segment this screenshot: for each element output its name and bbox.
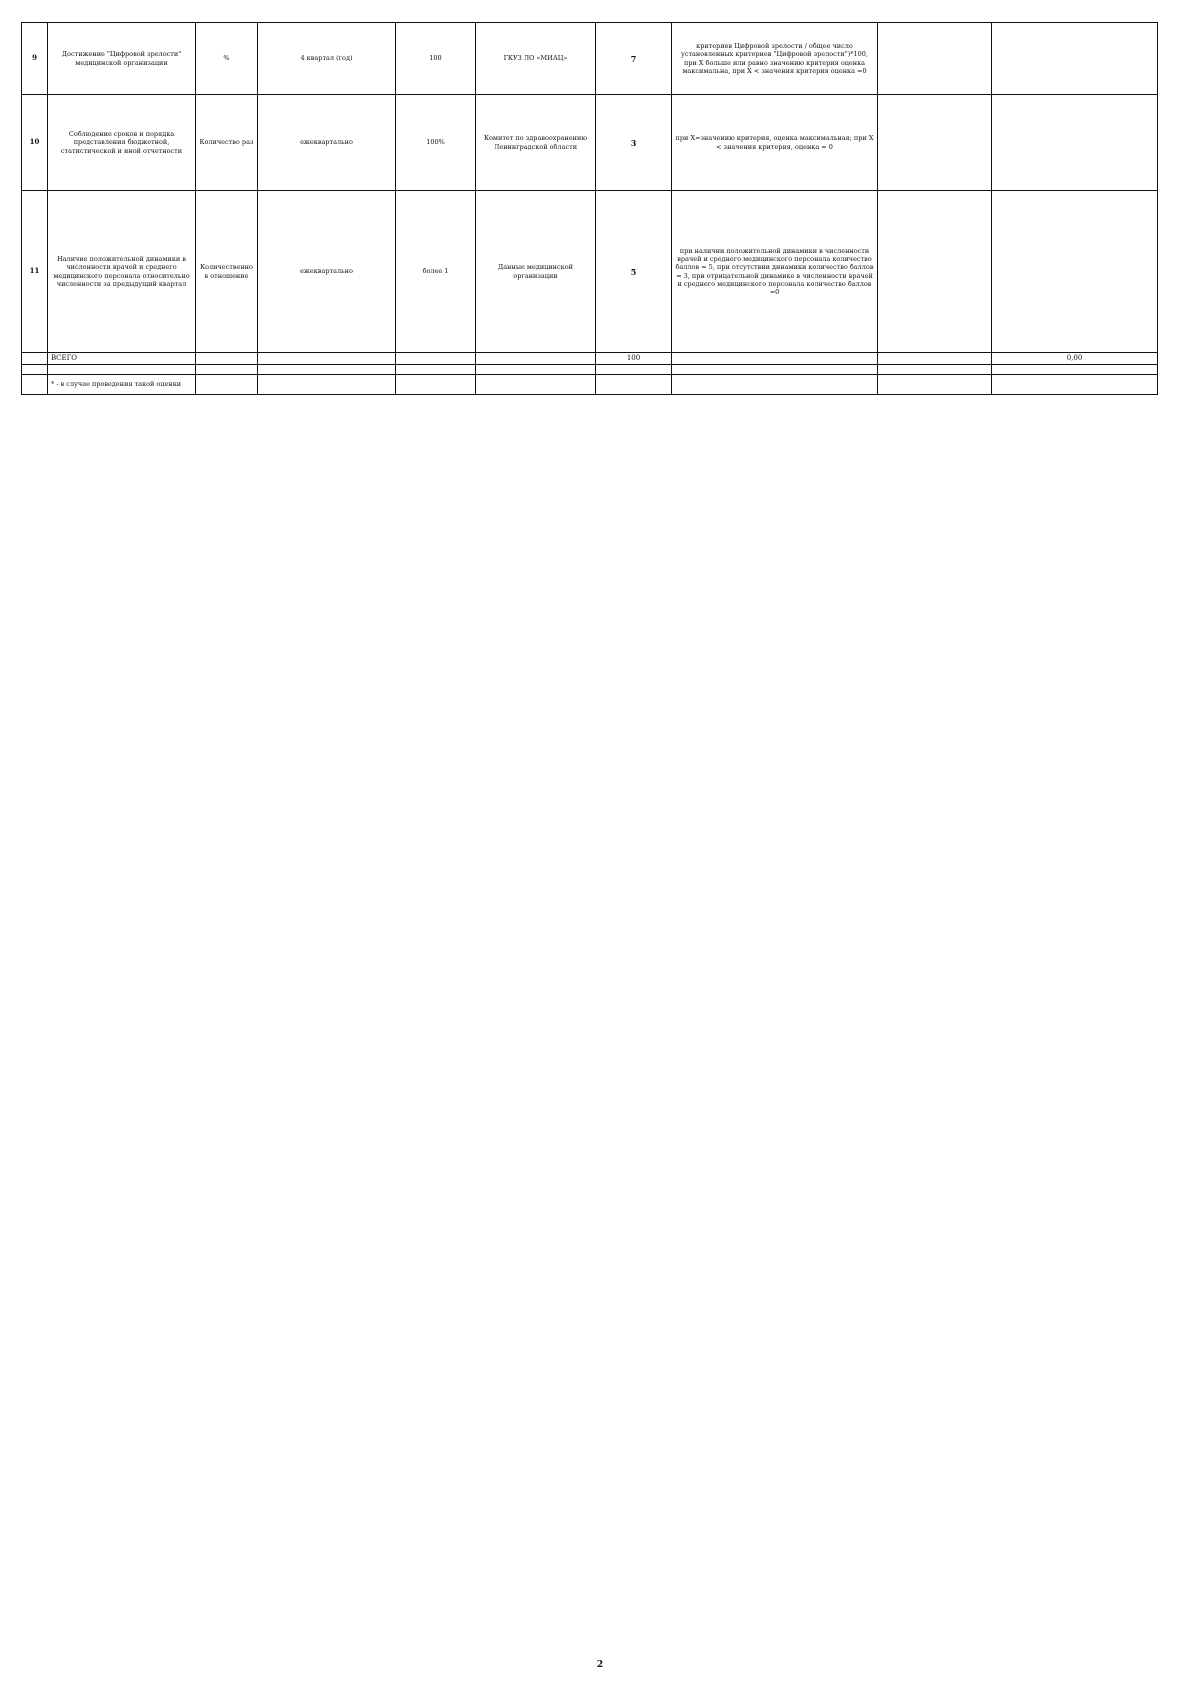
- result-cell: [992, 23, 1158, 95]
- formula-cell: критериев Цифровой зрелости / общее число установленных критериев "Цифровой зрелости")*100, при Х больше или равно значению критерия оценка максимальна, при Х < значения критерия оценка =0: [672, 23, 878, 95]
- source-cell: ГКУЗ ЛО «МИАЦ»: [476, 23, 596, 95]
- row-number: 9: [22, 23, 48, 95]
- actual-cell: [878, 191, 992, 353]
- formula-cell: при Х=значению критерия, оценка максимальная; при Х < значения критерия, оценка = 0: [672, 95, 878, 191]
- criterion-name: Соблюдение сроков и порядка представления бюджетной, статистической и иной отчетности: [48, 95, 196, 191]
- result-cell: [992, 191, 1158, 353]
- row-number: 10: [22, 95, 48, 191]
- total-label: ВСЕГО: [48, 353, 196, 365]
- footnote-row: [22, 374, 1158, 394]
- score-cell: 7: [596, 23, 672, 95]
- criterion-name: Достижение "Цифровой зрелости" медицинской организации: [48, 23, 196, 95]
- score-cell: 5: [596, 191, 672, 353]
- total-value: 0,00: [992, 353, 1158, 365]
- spacer-row: [22, 364, 1158, 374]
- criteria-table: [21, 22, 1158, 395]
- total-score: 100: [596, 353, 672, 365]
- unit-cell: %: [196, 23, 258, 95]
- result-cell: [992, 95, 1158, 191]
- score-cell: 3: [596, 95, 672, 191]
- formula-cell: при наличии положительной динамики в численности врачей и среднего медицинского персонала количество баллов = 5, при отсутствии динамики количество баллов = 3, при отрицательной динамике в численности врачей и среднего медицинского персонала количество баллов =0: [672, 191, 878, 353]
- footnote: * - в случае проведения такой оценки: [48, 374, 196, 394]
- total-row: [22, 353, 1158, 365]
- target-cell: 100%: [396, 95, 476, 191]
- source-cell: Данные медицинской организации: [476, 191, 596, 353]
- period-cell: 4 квартал (год): [258, 23, 396, 95]
- table-row: [22, 23, 1158, 95]
- table-row: [22, 191, 1158, 353]
- target-cell: более 1: [396, 191, 476, 353]
- unit-cell: Количественно в отношение: [196, 191, 258, 353]
- period-cell: ежеквартально: [258, 191, 396, 353]
- source-cell: Комитет по здравоохранению Ленинградской области: [476, 95, 596, 191]
- target-cell: 100: [396, 23, 476, 95]
- row-number: 11: [22, 191, 48, 353]
- unit-cell: Количество раз: [196, 95, 258, 191]
- actual-cell: [878, 23, 992, 95]
- criterion-name: Наличие положительной динамики в численности врачей и среднего медицинского персонала относительно численности за предыдущий квартал: [48, 191, 196, 353]
- period-cell: ежеквартально: [258, 95, 396, 191]
- table-row: [22, 95, 1158, 191]
- page-number: 2: [596, 1660, 604, 1670]
- actual-cell: [878, 95, 992, 191]
